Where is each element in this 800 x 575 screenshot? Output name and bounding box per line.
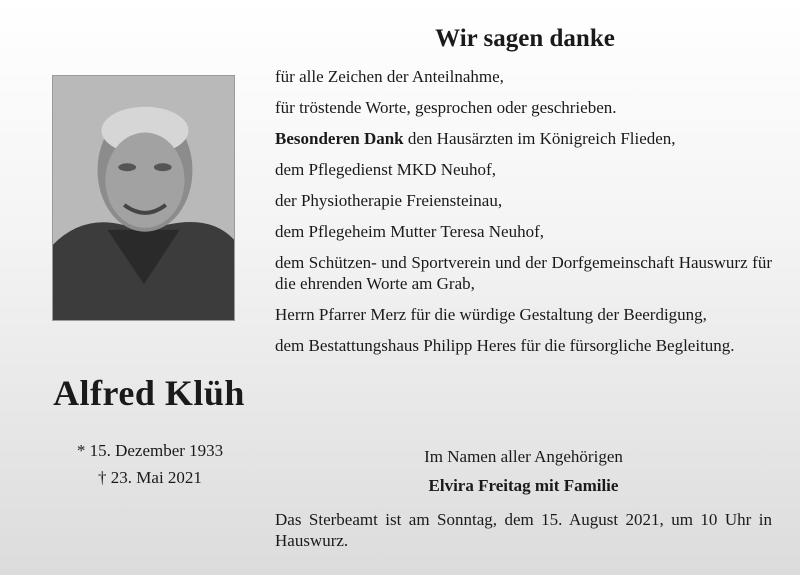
portrait-image: [53, 76, 234, 320]
requiem-notice: Das Sterbeamt ist am Sonntag, dem 15. August 2021, um 10 Uhr in Hauswurz.: [275, 510, 772, 550]
thanks-line: Herrn Pfarrer Merz für die würdige Gestaltung der Beerdigung,: [275, 305, 707, 324]
thanks-line: dem Pflegeheim Mutter Teresa Neuhof,: [275, 222, 544, 241]
life-dates: [30, 437, 270, 491]
signature-block: [275, 446, 772, 496]
thanks-line: dem Pflegedienst MKD Neuhof,: [275, 160, 496, 179]
deceased-name: Alfred Klüh: [53, 373, 245, 413]
thanks-line: dem Schützen- und Sportverein und der Dorfgemeinschaft Hauswurz für die ehrenden Worte am Grab,: [275, 253, 772, 293]
birth-date: * 15. Dezember 1933: [76, 441, 224, 460]
emphasis-text: Besonderen Dank: [275, 129, 404, 148]
thanks-line: Besonderen Dank den Hausärzten im Königreich Flieden,: [275, 129, 676, 148]
death-date: † 23. Mai 2021: [98, 468, 202, 487]
thanks-line: dem Bestattungshaus Philipp Heres für die fürsorgliche Begleitung.: [275, 336, 735, 355]
thanks-line: der Physiotherapie Freiensteinau,: [275, 191, 503, 210]
signature-family: Elvira Freitag mit Familie: [428, 476, 619, 495]
thanks-line: für alle Zeichen der Anteilnahme,: [275, 67, 504, 86]
portrait-photo: [52, 75, 235, 321]
thanks-list: [275, 66, 772, 366]
heading: Wir sagen danke: [435, 25, 615, 52]
thanks-line: für tröstende Worte, gesprochen oder geschrieben.: [275, 98, 617, 117]
signature-line: Im Namen aller Angehörigen: [424, 447, 623, 466]
